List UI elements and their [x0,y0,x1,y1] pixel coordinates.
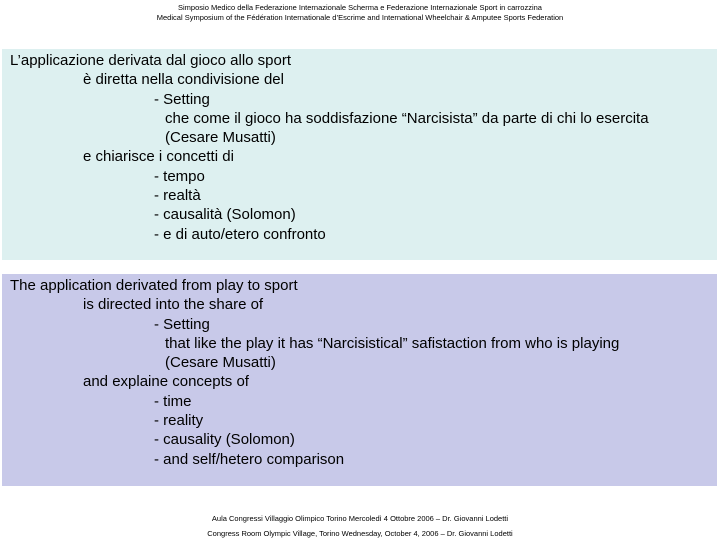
english-line-9: - causality (Solomon) [154,431,295,449]
english-line-6: and explaine concepts of [83,373,249,391]
english-line-7: - time [154,392,192,410]
english-line-2: is directed into the share of [83,296,264,314]
italian-line-9: - causalità (Solomon) [154,206,296,224]
english-text-box [2,274,717,486]
italian-line-7: - tempo [154,167,205,185]
italian-line-4: che come il gioco ha soddisfazione “Narcisista” da parte di chi lo esercita [165,109,649,127]
english-line-5: (Cesare Musatti) [165,354,276,372]
header-italian-line: Simposio Medico della Federazione Internazionale Scherma e Federazione Internazionale Sport in carrozzina [178,3,542,12]
slide-header [0,3,720,23]
slide-footer [0,511,720,541]
header-english-line: Medical Symposium of the Fédération Internationale d’Escrime and International Wheelchair & Amputee Sports Federation [156,13,564,22]
english-line-1: The application derivated from play to sport [10,277,298,294]
italian-line-10: - e di auto/etero confronto [154,225,326,243]
italian-line-6: e chiarisce i concetti di [83,148,234,166]
italian-line-1: L’applicazione derivata dal gioco allo sport [10,52,292,69]
italian-text-box [2,49,717,260]
footer-english-line: Congress Room Olympic Village, Torino Wednesday, October 4, 2006 – Dr. Giovanni Lodetti [207,529,513,538]
english-line-8: - reality [154,412,204,430]
italian-line-5: (Cesare Musatti) [165,129,276,147]
english-line-3: - Setting [154,315,210,333]
italian-line-3: - Setting [154,90,210,108]
italian-line-8: - realtà [154,187,201,205]
italian-line-2: è diretta nella condivisione del [83,71,284,89]
footer-italian-line: Aula Congressi Villaggio Olimpico Torino Mercoledì 4 Ottobre 2006 – Dr. Giovanni Lodetti [211,514,509,523]
english-line-10: - and self/hetero comparison [154,450,345,468]
english-line-4: that like the play it has “Narcisistical” safistaction from who is playing [165,334,620,352]
